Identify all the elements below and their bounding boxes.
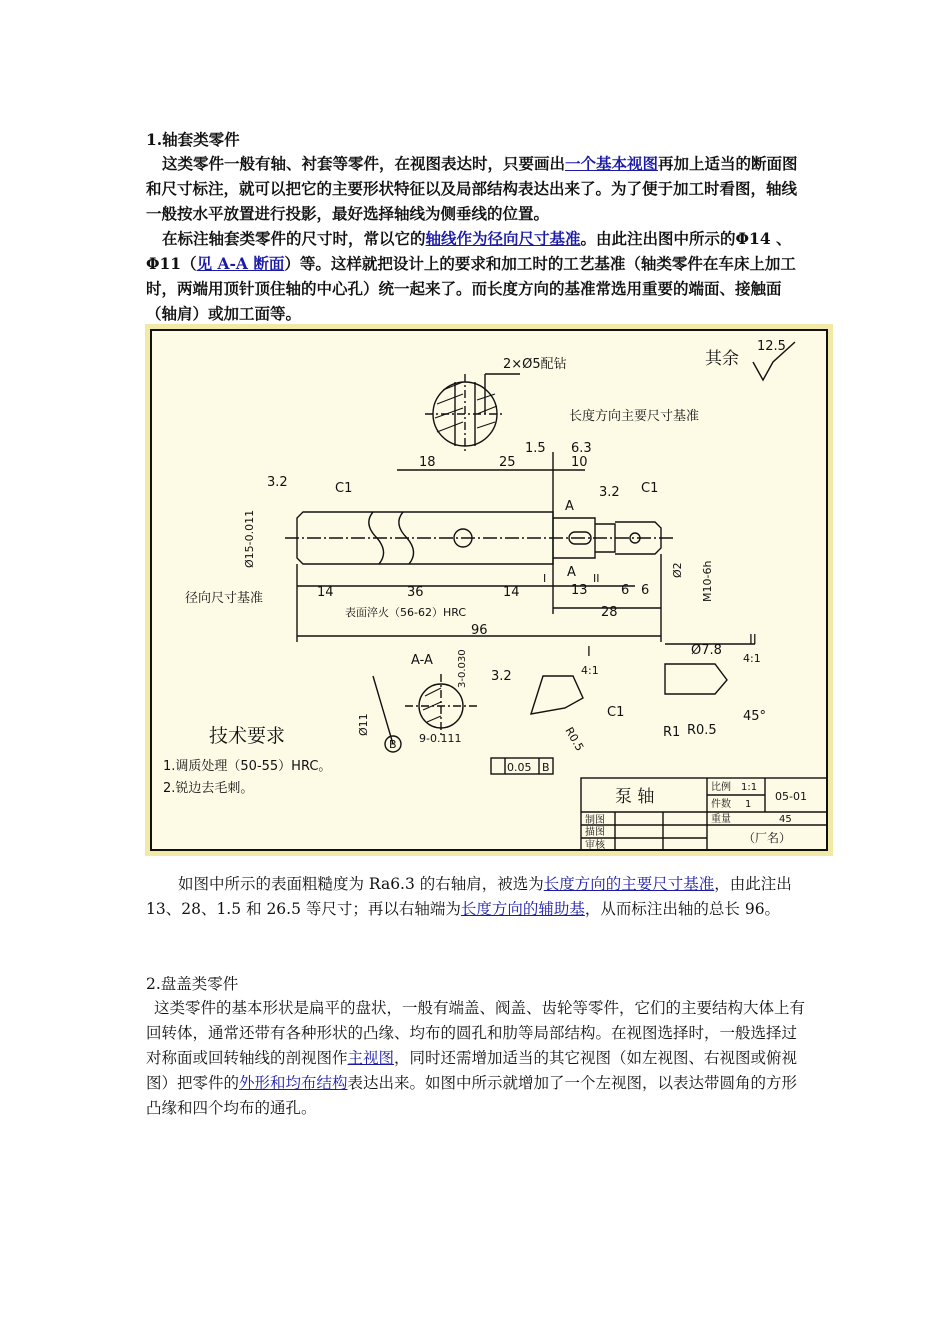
title-qty: 1 xyxy=(745,799,752,810)
dim-14-right: 14 xyxy=(503,585,520,600)
dim-6-a: 6 xyxy=(621,583,630,598)
text: 在标注轴套类零件的尺寸时，常以它的 xyxy=(162,229,426,248)
text: ，同时还需增加适当的其它视图（如左视图、右视图或俯视图）把零件的 xyxy=(146,1049,798,1092)
title-qty-label: 件数 xyxy=(711,799,731,810)
title-part-name: 泵 轴 xyxy=(615,787,655,807)
dim-m10: M10-6h xyxy=(701,560,714,602)
link-length-aux-datum[interactable]: 长度方向的辅助基 xyxy=(460,900,585,918)
detail-mark-ii: II xyxy=(593,572,600,585)
section2-heading: 2.盘盖类零件 xyxy=(146,975,239,993)
title-scale: 1:1 xyxy=(741,782,758,793)
title-trace: 描图 xyxy=(585,827,605,838)
tolerance-value: 0.05 xyxy=(507,761,532,774)
roughness-3-2-right: 3.2 xyxy=(599,485,620,500)
text: ，从而标注出轴的总长 96。 xyxy=(584,900,781,918)
detail-i-scale: 4:1 xyxy=(581,664,599,677)
text: 表达出来。如图中所示就增加了一个左视图，以表达带圆角的方形凸缘和四个均布的通孔。 xyxy=(146,1074,798,1117)
text: ，由此注出 13、28、1.5 和 26.5 等尺寸；再以右轴端为 xyxy=(146,875,792,918)
angle-45: 45° xyxy=(743,709,767,724)
text: 这类零件一般有轴、衬套等零件，在视图表达时，只要画出 xyxy=(162,154,566,173)
radial-datum-label: 径向尺寸基准 xyxy=(185,591,264,606)
text: 再加上适当的断面图和尺寸标注，就可以把它的主要形状特征以及局部结构表达出来了。为了便于加工时看图，轴线一般按水平放置进行投影，最好选择轴线为侧垂线的位置。 xyxy=(146,154,798,223)
title-check: 审核 xyxy=(585,840,605,851)
link-basic-view[interactable]: 一个基本视图 xyxy=(565,154,659,173)
dim-phi2: Ø2 xyxy=(671,562,684,578)
radius-r0-5: R0.5 xyxy=(687,723,717,738)
roughness-rest-label: 其余 xyxy=(705,349,739,369)
dim-96: 96 xyxy=(471,623,488,638)
dim-18: 18 xyxy=(419,455,436,470)
radius-r1: R1 xyxy=(663,725,681,740)
text: 如图中所示的表面粗糙度为 Ra6.3 的右轴肩，被选为 xyxy=(178,875,544,893)
dim-28: 28 xyxy=(601,605,618,620)
section-mark-a-bottom: A xyxy=(567,565,576,580)
tech-req-1: 1.调质处理（50-55）HRC。 xyxy=(163,759,332,774)
detail-i-label: I xyxy=(587,645,591,660)
link-radial-datum[interactable]: 轴线作为径向尺寸基准 xyxy=(425,229,581,248)
roughness-rest-value: 12.5 xyxy=(757,339,786,354)
chamfer-c1-detail: C1 xyxy=(607,705,625,720)
dim-10: 10 xyxy=(571,455,588,470)
section1-paragraph1 xyxy=(146,151,808,226)
roughness-6-3: 6.3 xyxy=(571,441,592,456)
dim-phi15: Ø15-0.011 xyxy=(243,509,256,568)
dim-13: 13 xyxy=(571,583,588,598)
link-aa-section[interactable]: 见 A-A 断面 xyxy=(196,254,285,273)
length-datum-label: 长度方向主要尺寸基准 xyxy=(569,409,700,424)
section2-paragraph1 xyxy=(146,996,808,1121)
dim-25: 25 xyxy=(499,455,516,470)
dim-1-5: 1.5 xyxy=(525,441,546,456)
text: 。由此注出图中所示的Φ14 、Φ11（ xyxy=(146,229,792,273)
drill-note: 2×Ø5配钻 xyxy=(503,357,567,372)
section1-paragraph3 xyxy=(146,872,808,922)
link-length-main-datum[interactable]: 长度方向的主要尺寸基准 xyxy=(543,875,715,893)
text: ）等。这样就把设计上的要求和加工时的工艺基准（轴类零件在车床上加工时，两端用顶针顶住轴的中心孔）统一起来了。而长度方向的基准常选用重要的端面、接触面（轴肩）或加工面等。 xyxy=(146,254,796,323)
tech-req-2: 2.锐边去毛刺。 xyxy=(163,781,254,796)
title-material: 45 xyxy=(779,814,792,825)
title-scale-label: 比例 xyxy=(711,782,731,793)
dim-phi11: Ø11 xyxy=(357,713,370,736)
title-factory: （厂名） xyxy=(743,831,792,845)
detail-mark-i: I xyxy=(543,572,547,585)
dim-14-left: 14 xyxy=(317,585,334,600)
surface-hardening-note: 表面淬火（56-62）HRC xyxy=(345,606,467,619)
detail-ii-label: II xyxy=(749,633,757,648)
section-mark-a-top: A xyxy=(565,499,574,514)
section1-heading: 1.轴套类零件 xyxy=(146,130,240,149)
chamfer-c1-left: C1 xyxy=(335,481,353,496)
roughness-3-2-section: 3.2 xyxy=(491,669,512,684)
dim-6-b: 6 xyxy=(641,583,650,598)
dim-36: 36 xyxy=(407,585,424,600)
datum-b: B xyxy=(389,738,397,751)
dim-9: 9-0.111 xyxy=(419,732,462,745)
link-main-view[interactable]: 主视图 xyxy=(347,1049,395,1067)
pump-shaft-drawing xyxy=(145,324,833,856)
detail-i-radius: R0.5 xyxy=(562,725,587,754)
link-shape-structure[interactable]: 外形和均布结构 xyxy=(239,1074,348,1092)
dim-phi7-8: Ø7.8 xyxy=(691,643,722,658)
dim-3-0: 3-0.030 xyxy=(457,649,468,688)
detail-ii-scale: 4:1 xyxy=(743,652,761,665)
tolerance-ref: B xyxy=(542,761,550,774)
title-weight-label: 重量 xyxy=(711,814,731,825)
title-code: 05-01 xyxy=(775,790,807,803)
roughness-3-2-left: 3.2 xyxy=(267,475,288,490)
section-aa-label: A-A xyxy=(411,653,433,668)
section1-paragraph2 xyxy=(146,226,808,326)
chamfer-c1-right: C1 xyxy=(641,481,659,496)
tech-req-title: 技术要求 xyxy=(209,725,286,747)
title-draw: 制图 xyxy=(585,815,605,826)
text: 这类零件的基本形状是扁平的盘状，一般有端盖、阀盖、齿轮等零件，它们的主要结构大体上有回转体，通常还带有各种形状的凸缘、均布的圆孔和肋等局部结构。在视图选择时，一般选择过对称面或回转轴线的剖视图作 xyxy=(146,999,806,1067)
